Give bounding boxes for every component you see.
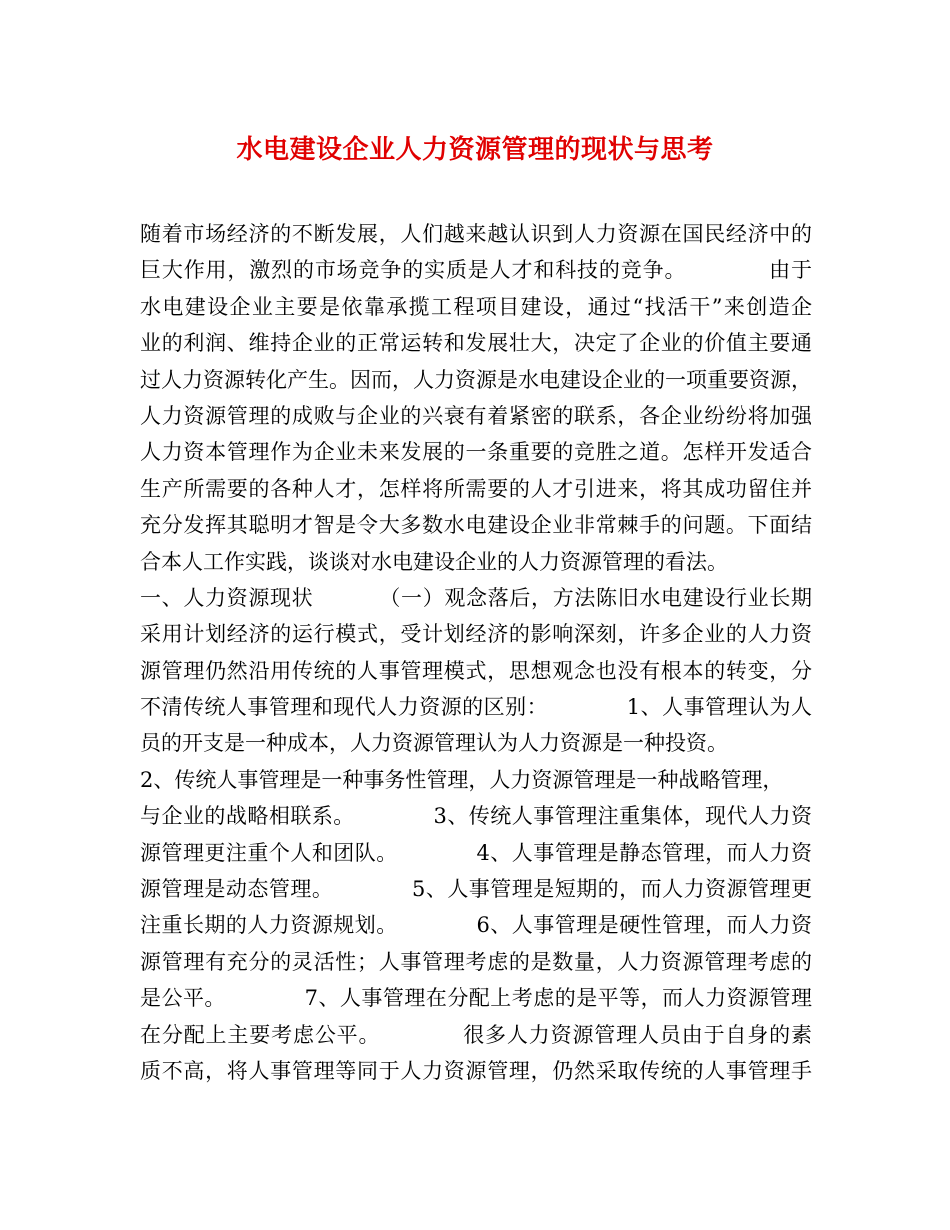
body-line: 源管理更注重个人和团队。 4、人事管理是静态管理，而人力资 bbox=[140, 840, 812, 865]
body-line: 不清传统人事管理和现代人力资源的区别： 1、人事管理认为人 bbox=[140, 695, 812, 720]
body-line: 与企业的战略相联系。 3、传统人事管理注重集体，现代人力资 bbox=[140, 804, 812, 829]
body-line: 2、传统人事管理是一种事务性管理，人力资源管理是一种战略管理， bbox=[140, 767, 784, 792]
body-line: 是公平。 7、人事管理在分配上考虑的是平等，而人力资源管理 bbox=[140, 986, 812, 1011]
body-line: 源管理仍然沿用传统的人事管理模式，思想观念也没有根本的转变，分 bbox=[140, 658, 812, 683]
body-line: 合本人工作实践，谈谈对水电建设企业的人力资源管理的看法。 bbox=[140, 549, 728, 574]
document-title: 水电建设企业人力资源管理的现状与思考 bbox=[236, 135, 714, 165]
body-line: 员的开支是一种成本，人力资源管理认为人力资源是一种投资。 bbox=[140, 731, 728, 756]
body-line: 生产所需要的各种人才，怎样将所需要的人才引进来，将其成功留住并 bbox=[140, 476, 812, 501]
body-line: 一、人力资源现状 （一）观念落后，方法陈旧水电建设行业长期 bbox=[140, 585, 812, 610]
body-line: 水电建设企业主要是依靠承揽工程项目建设，通过“找活干”来创造企 bbox=[140, 294, 812, 319]
body-line: 随着市场经济的不断发展，人们越来越认识到人力资源在国民经济中的 bbox=[140, 222, 812, 246]
body-line: 质不高，将人事管理等同于人力资源管理，仍然采取传统的人事管理手 bbox=[140, 1058, 812, 1083]
body-line: 业的利润、维持企业的正常运转和发展壮大，决定了企业的价值主要通 bbox=[140, 331, 812, 356]
body-line: 采用计划经济的运行模式，受计划经济的影响深刻，许多企业的人力资 bbox=[140, 622, 812, 647]
document-body bbox=[140, 216, 812, 1089]
body-line: 充分发挥其聪明才智是令大多数水电建设企业非常棘手的问题。下面结 bbox=[140, 513, 812, 538]
body-line: 在分配上主要考虑公平。 很多人力资源管理人员由于自身的素 bbox=[140, 1022, 812, 1047]
body-line: 源管理是动态管理。 5、人事管理是短期的，而人力资源管理更 bbox=[140, 877, 812, 902]
body-line: 人力资本管理作为企业未来发展的一条重要的竞胜之道。怎样开发适合 bbox=[140, 440, 812, 465]
body-line: 巨大作用，激烈的市场竞争的实质是人才和科技的竞争。 由于 bbox=[140, 258, 812, 283]
body-line: 人力资源管理的成败与企业的兴衰有着紧密的联系，各企业纷纷将加强 bbox=[140, 403, 812, 428]
body-line: 过人力资源转化产生。因而，人力资源是水电建设企业的一项重要资源， bbox=[140, 367, 812, 392]
body-line: 源管理有充分的灵活性；人事管理考虑的是数量，人力资源管理考虑的 bbox=[140, 949, 812, 974]
body-line: 注重长期的人力资源规划。 6、人事管理是硬性管理，而人力资 bbox=[140, 913, 812, 938]
